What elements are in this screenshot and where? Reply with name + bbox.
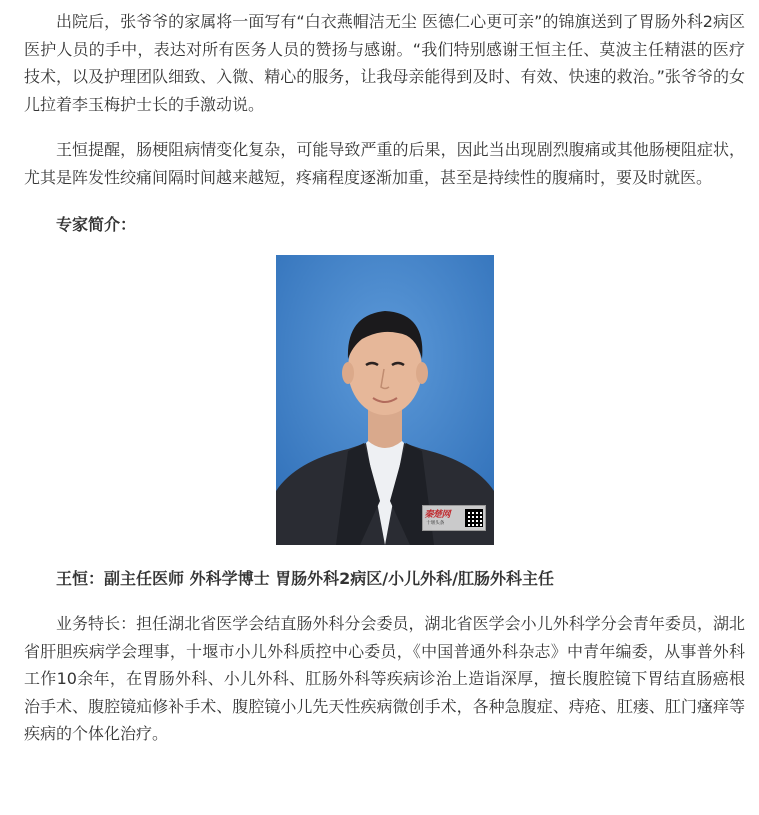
portrait-image	[276, 255, 494, 545]
watermark-badge	[422, 505, 486, 531]
watermark-logo-text: 秦楚网	[424, 509, 451, 520]
expert-title: 王恒：副主任医师 外科学博士 胃肠外科2病区/小儿外科/肛肠外科主任	[56, 568, 554, 588]
article-paragraph: 出院后，张爷爷的家属将一面写有“白衣燕帽洁无尘 医德仁心更可亲”的锦旗送到了胃肠外科2病区医护人员的手中，表达对所有医务人员的赞扬与感谢。“我们特别感谢王恒主任、莫波主任精湛的医疗技术，以及护理团队细致、入微、精心的服务，让我母亲能得到及时、有效、快速的救治。”张爷爷的女儿拉着李玉梅护士长的手激动说。	[24, 12, 745, 114]
section-heading: 专家简介：	[56, 215, 137, 234]
article-paragraph: 业务特长：担任湖北省医学会结直肠外科分会委员，湖北省医学会小儿外科学分会青年委员，湖北省肝胆疾病学会理事，十堰市小儿外科质控中心委员，《中国普通外科杂志》中青年编委，从事普外科工作10余年，在胃肠外科、小儿外科、肛肠外科等疾病诊治上造诣深厚，擅长腹腔镜下胃结直肠癌根治手术、腹腔镜疝修补手术、腹腔镜小儿先天性疾病微创手术，各种急腹症、痔疮、肛瘘、肛门瘙痒等疾病的个体化治疗。	[24, 614, 745, 743]
article-paragraph: 王恒提醒，肠梗阻病情变化复杂，可能导致严重的后果，因此当出现剧烈腹痛或其他肠梗阻症状，尤其是阵发性绞痛间隔时间越来越短，疼痛程度逐渐加重，甚至是持续性的腹痛时，要及时就医。	[24, 140, 745, 187]
watermark-subtitle: 十堰头条	[425, 519, 444, 526]
qr-code-icon	[465, 509, 483, 527]
expert-portrait-photo	[276, 255, 494, 545]
